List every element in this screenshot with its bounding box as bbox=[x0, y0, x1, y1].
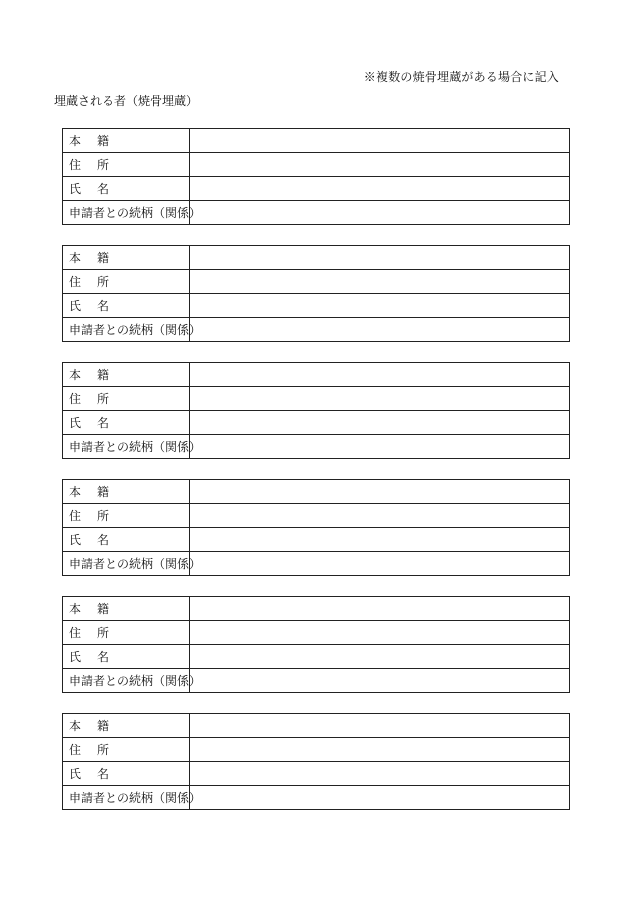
honseki-field[interactable] bbox=[190, 480, 570, 504]
jusho-label: 住 所 bbox=[63, 504, 190, 528]
shimei-label: 氏 名 bbox=[63, 528, 190, 552]
jusho-field[interactable] bbox=[190, 270, 570, 294]
shimei-label: 氏 名 bbox=[63, 411, 190, 435]
burial-record-4 bbox=[62, 479, 570, 576]
instruction-note: ※複数の焼骨埋蔵がある場合に記入 bbox=[363, 70, 559, 84]
honseki-field[interactable] bbox=[190, 597, 570, 621]
shimei-field[interactable] bbox=[190, 294, 570, 318]
burial-record-3 bbox=[62, 362, 570, 459]
shimei-field[interactable] bbox=[190, 645, 570, 669]
honseki-label: 本 籍 bbox=[63, 363, 190, 387]
burial-record-2 bbox=[62, 245, 570, 342]
shimei-label: 氏 名 bbox=[63, 294, 190, 318]
zokugara-field[interactable] bbox=[190, 435, 570, 459]
zokugara-label: 申請者との続柄（関係） bbox=[63, 435, 190, 459]
burial-record-5 bbox=[62, 596, 570, 693]
jusho-field[interactable] bbox=[190, 504, 570, 528]
zokugara-field[interactable] bbox=[190, 669, 570, 693]
jusho-label: 住 所 bbox=[63, 387, 190, 411]
shimei-label: 氏 名 bbox=[63, 762, 190, 786]
honseki-field[interactable] bbox=[190, 363, 570, 387]
zokugara-field[interactable] bbox=[190, 552, 570, 576]
burial-records bbox=[62, 128, 570, 830]
zokugara-field[interactable] bbox=[190, 318, 570, 342]
zokugara-label: 申請者との続柄（関係） bbox=[63, 318, 190, 342]
honseki-field[interactable] bbox=[190, 129, 570, 153]
zokugara-field[interactable] bbox=[190, 786, 570, 810]
jusho-label: 住 所 bbox=[63, 153, 190, 177]
honseki-field[interactable] bbox=[190, 246, 570, 270]
zokugara-label: 申請者との続柄（関係） bbox=[63, 201, 190, 225]
honseki-label: 本 籍 bbox=[63, 480, 190, 504]
honseki-field[interactable] bbox=[190, 714, 570, 738]
jusho-label: 住 所 bbox=[63, 270, 190, 294]
shimei-field[interactable] bbox=[190, 411, 570, 435]
shimei-field[interactable] bbox=[190, 528, 570, 552]
shimei-field[interactable] bbox=[190, 177, 570, 201]
jusho-field[interactable] bbox=[190, 153, 570, 177]
jusho-field[interactable] bbox=[190, 621, 570, 645]
zokugara-label: 申請者との続柄（関係） bbox=[63, 552, 190, 576]
burial-record-1 bbox=[62, 128, 570, 225]
jusho-field[interactable] bbox=[190, 738, 570, 762]
honseki-label: 本 籍 bbox=[63, 246, 190, 270]
honseki-label: 本 籍 bbox=[63, 129, 190, 153]
section-heading: 埋蔵される者（焼骨埋蔵） bbox=[54, 94, 199, 108]
honseki-label: 本 籍 bbox=[63, 597, 190, 621]
zokugara-label: 申請者との続柄（関係） bbox=[63, 669, 190, 693]
shimei-label: 氏 名 bbox=[63, 645, 190, 669]
burial-record-6 bbox=[62, 713, 570, 810]
jusho-label: 住 所 bbox=[63, 621, 190, 645]
shimei-field[interactable] bbox=[190, 762, 570, 786]
honseki-label: 本 籍 bbox=[63, 714, 190, 738]
zokugara-label: 申請者との続柄（関係） bbox=[63, 786, 190, 810]
jusho-field[interactable] bbox=[190, 387, 570, 411]
jusho-label: 住 所 bbox=[63, 738, 190, 762]
zokugara-field[interactable] bbox=[190, 201, 570, 225]
shimei-label: 氏 名 bbox=[63, 177, 190, 201]
